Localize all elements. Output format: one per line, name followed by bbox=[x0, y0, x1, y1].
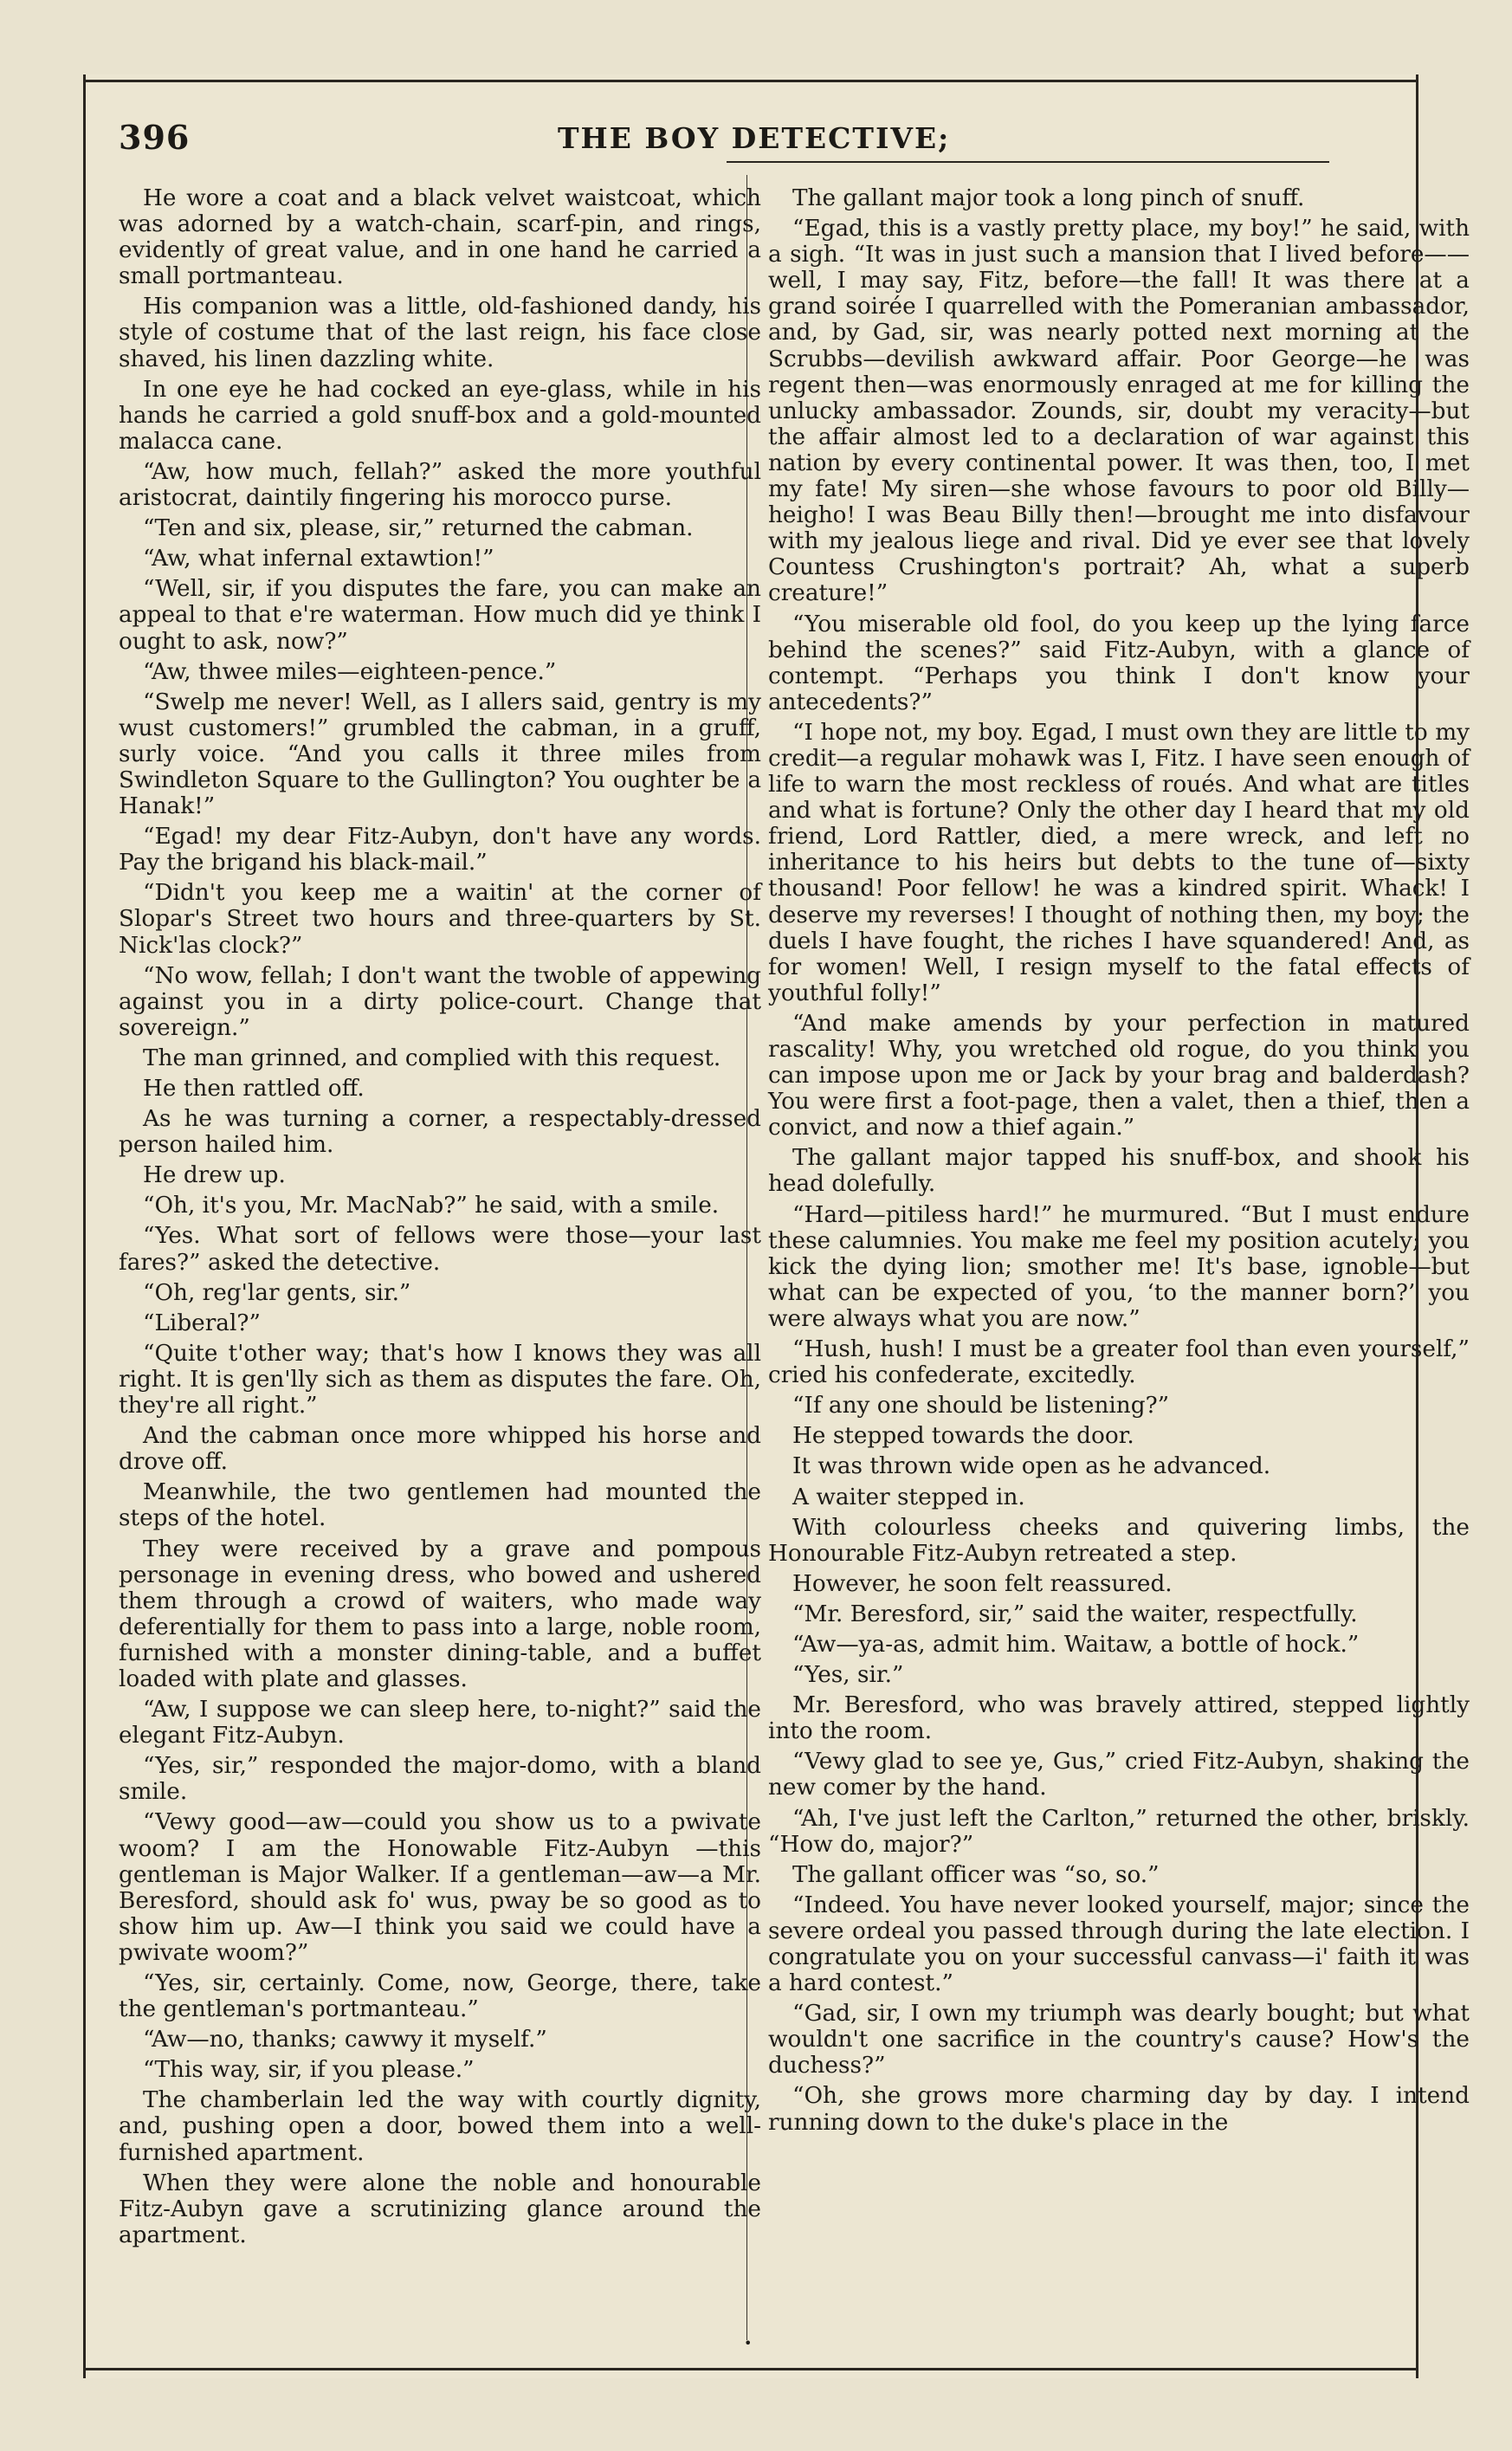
paragraph: He wore a coat and a black velvet waistcoat, which was adorned by a watch-chain, scarf-pin, and rings, evidently of great value, and in one hand he carried a small portmanteau. bbox=[119, 185, 761, 290]
running-title: THE BOY DETECTIVE; bbox=[558, 121, 951, 155]
paragraph: A waiter stepped in. bbox=[792, 1484, 1025, 1510]
paragraph: “Quite t'other way; that's how I knows they was all right. It is gen'lly sich as them as disputes the fare. Oh, they're all right.” bbox=[119, 1340, 761, 1420]
header-rule bbox=[727, 161, 1329, 163]
paragraph: “Aw, what infernal extawtion!” bbox=[143, 546, 494, 572]
paragraph: “Egad, this is a vastly pretty place, my boy!” he said, with a sigh. “It was in just such a mansion that I lived before—— well, I may say, Fitz, before—the fall! It was there at a grand soirée I quarrelled with the Pomeranian ambassador, and, by Gad, sir, was nearly potted next morning at the Scrubbs—devilish awkward affair. Poor George—he was regent then—was enormously enraged at me for killing the unlucky ambassador. Zounds, sir, doubt my veracity—but the affair almost led to a declaration of war against this nation by every continental power. It was then, too, I met my fate! My siren—she whose favours to poor old Billy—heigho! I was Beau Billy then!—brought me into disfavour with my jealous liege and rival. Did ye ever see that lovely Countess Crushington's portrait? Ah, what a superb creature!” bbox=[768, 216, 1470, 607]
paragraph: “Liberal?” bbox=[143, 1310, 261, 1336]
right-column bbox=[768, 185, 1470, 2140]
paragraph: “You miserable old fool, do you keep up the lying farce behind the scenes?” said Fitz-Aubyn, with a glance of contempt. “Perhaps you think I don't know your antecedents?” bbox=[768, 611, 1470, 715]
paragraph: “Mr. Beresford, sir,” said the waiter, respectfully. bbox=[792, 1601, 1358, 1627]
page-sheet bbox=[83, 74, 1470, 2378]
paragraph: In one eye he had cocked an eye-glass, while in his hands he carried a gold snuff-box and a gold-mounted malacca cane. bbox=[119, 376, 761, 455]
paragraph: Meanwhile, the two gentlemen had mounted the steps of the hotel. bbox=[119, 1479, 761, 1532]
paragraph: “No wow, fellah; I don't want the twoble of appewing against you in a dirty police-court. Change that sovereign.” bbox=[119, 962, 761, 1041]
paragraph: “Vewy good—aw—could you show us to a pwivate woom? I am the Honowable Fitz-Aubyn —this gentleman is Major Walker. If a gentleman—aw—a Mr. Beresford, should ask fo' wus, pway be so good as to show him up. Aw—I think you said we could have a pwivate woom?” bbox=[119, 1809, 761, 1966]
paragraph: “If any one should be listening?” bbox=[792, 1393, 1170, 1420]
paragraph: “Aw, I suppose we can sleep here, to-night?” said the elegant Fitz-Aubyn. bbox=[119, 1697, 761, 1749]
paragraph: “And make amends by your perfection in matured rascality! Why, you wretched old rogue, do you think you can impose upon me or Jack by your brag and balderdash? You were first a foot-page, then a valet, then a thief, then a convict, and now a thief again.” bbox=[768, 1010, 1470, 1141]
paragraph: “Didn't you keep me a waitin' at the corner of Slopar's Street two hours and three-quarters by St. Nick'las clock?” bbox=[119, 880, 761, 959]
paragraph: They were received by a grave and pompous personage in evening dress, who bowed and ushered them through a crowd of waiters, who made way deferentially for them to pass into a large, noble room, furnished with a monster dining-table, and a buffet loaded with plate and glasses. bbox=[119, 1536, 761, 1692]
paragraph: “Yes, sir.” bbox=[792, 1662, 904, 1689]
paragraph: “Egad! my dear Fitz-Aubyn, don't have any words. Pay the brigand his black-mail.” bbox=[119, 824, 761, 876]
paragraph: He drew up. bbox=[143, 1162, 286, 1189]
paragraph: He then rattled off. bbox=[143, 1076, 365, 1102]
paragraph: “Hush, hush! I must be a greater fool than even yourself,” cried his confederate, excitedly. bbox=[768, 1336, 1470, 1389]
paragraph: “Ah, I've just left the Carlton,” returned the other, briskly. “How do, major?” bbox=[768, 1805, 1470, 1858]
paragraph: His companion was a little, old-fashioned dandy, his style of costume that of the last reign, his face close shaved, his linen dazzling white. bbox=[119, 294, 761, 372]
paragraph: “Aw, how much, fellah?” asked the more youthful aristocrat, daintily fingering his morocco purse. bbox=[119, 458, 761, 512]
paragraph: “Yes, sir,” responded the major-domo, with a bland smile. bbox=[119, 1753, 761, 1806]
paragraph: The gallant officer was “so, so.” bbox=[792, 1861, 1160, 1888]
paragraph: The man grinned, and complied with this request. bbox=[143, 1044, 721, 1071]
page-number: 396 bbox=[119, 118, 191, 157]
paragraph: “This way, sir, if you please.” bbox=[143, 2057, 475, 2084]
paragraph: However, he soon felt reassured. bbox=[792, 1570, 1173, 1597]
paragraph: And the cabman once more whipped his horse and drove off. bbox=[119, 1423, 761, 1476]
paragraph: “Gad, sir, I own my triumph was dearly bought; but what wouldn't one sacrifice in the country's cause? How's the duchess?” bbox=[768, 2001, 1470, 2079]
paragraph: “Vewy glad to see ye, Gus,” cried Fitz-Aubyn, shaking the new comer by the hand. bbox=[768, 1749, 1470, 1801]
paragraph: The gallant major took a long pinch of snuff. bbox=[792, 185, 1305, 211]
paragraph: “Yes, sir, certainly. Come, now, George, there, take the gentleman's portmanteau.” bbox=[119, 1970, 761, 2023]
paragraph: “Aw, thwee miles—eighteen-pence.” bbox=[143, 658, 557, 685]
paragraph: “Oh, reg'lar gents, sir.” bbox=[143, 1279, 411, 1306]
paragraph: As he was turning a corner, a respectably-dressed person hailed him. bbox=[119, 1106, 761, 1159]
paragraph: It was thrown wide open as he advanced. bbox=[792, 1453, 1271, 1480]
left-column bbox=[119, 185, 761, 2253]
paragraph: With colourless cheeks and quivering limbs, the Honourable Fitz-Aubyn retreated a step. bbox=[768, 1514, 1470, 1567]
paragraph: “Yes. What sort of fellows were those—your last fares?” asked the detective. bbox=[119, 1223, 761, 1276]
top-rule bbox=[83, 80, 1418, 82]
bottom-rule bbox=[83, 2368, 1418, 2370]
bottom-dot: • bbox=[744, 2335, 753, 2351]
paragraph: When they were alone the noble and honourable Fitz-Aubyn gave a scrutinizing glance around the apartment. bbox=[119, 2170, 761, 2248]
paragraph: The gallant major tapped his snuff-box, and shook his head dolefully. bbox=[768, 1145, 1470, 1198]
paragraph: “Indeed. You have never looked yourself, major; since the severe ordeal you passed through during the late election. I congratulate you on your successful canvass—i' faith it was a hard contest.” bbox=[768, 1892, 1470, 1997]
paragraph: “Aw—no, thanks; cawwy it myself.” bbox=[143, 2027, 547, 2053]
paragraph: “Hard—pitiless hard!” he murmured. “But I must endure these calumnies. You make me feel my position acutely; you kick the dying lion; smother me! It's base, ignoble—but what can be expected of you, ‘to the manner born?’ you were always what you are now.” bbox=[768, 1201, 1470, 1332]
paragraph: “Ten and six, please, sir,” returned the cabman. bbox=[143, 515, 694, 542]
paragraph: The chamberlain led the way with courtly dignity, and, pushing open a door, bowed them into a well-furnished apartment. bbox=[119, 2087, 761, 2166]
paragraph: “Oh, she grows more charming day by day. I intend running down to the duke's place in the bbox=[768, 2083, 1470, 2136]
paragraph: Mr. Beresford, who was bravely attired, stepped lightly into the room. bbox=[768, 1692, 1470, 1745]
paragraph: “Well, sir, if you disputes the fare, you can make an appeal to that e're waterman. How much did ye think I ought to ask, now?” bbox=[119, 576, 761, 655]
paragraph: “Aw—ya-as, admit him. Waitaw, a bottle of hock.” bbox=[792, 1631, 1360, 1658]
paragraph: “Oh, it's you, Mr. MacNab?” he said, with a smile. bbox=[143, 1193, 720, 1219]
paragraph: “Swelp me never! Well, as I allers said, gentry is my wust customers!” grumbled the cabman, in a gruff, surly voice. “And you calls it three miles from Swindleton Square to the Gullington? You oughter be a Hanak!” bbox=[119, 689, 761, 820]
paragraph: He stepped towards the door. bbox=[792, 1423, 1134, 1450]
paragraph: “I hope not, my boy. Egad, I must own they are little to my credit—a regular mohawk was I, Fitz. I have seen enough of life to warn the most reckless of roués. And what are titles and what is fortune? Only the other day I heard that my old friend, Lord Rattler, died, a mere wreck, and left no inheritance to his heirs but debts to the tune of—sixty thousand! Poor fellow! he was a kindred spirit. Whack! I deserve my reverses! I thought of nothing then, my boy; the duels I have fought, the riches I have squandered! And, as for women! Well, I resign myself to the fatal effects of youthful folly!” bbox=[768, 719, 1470, 1006]
